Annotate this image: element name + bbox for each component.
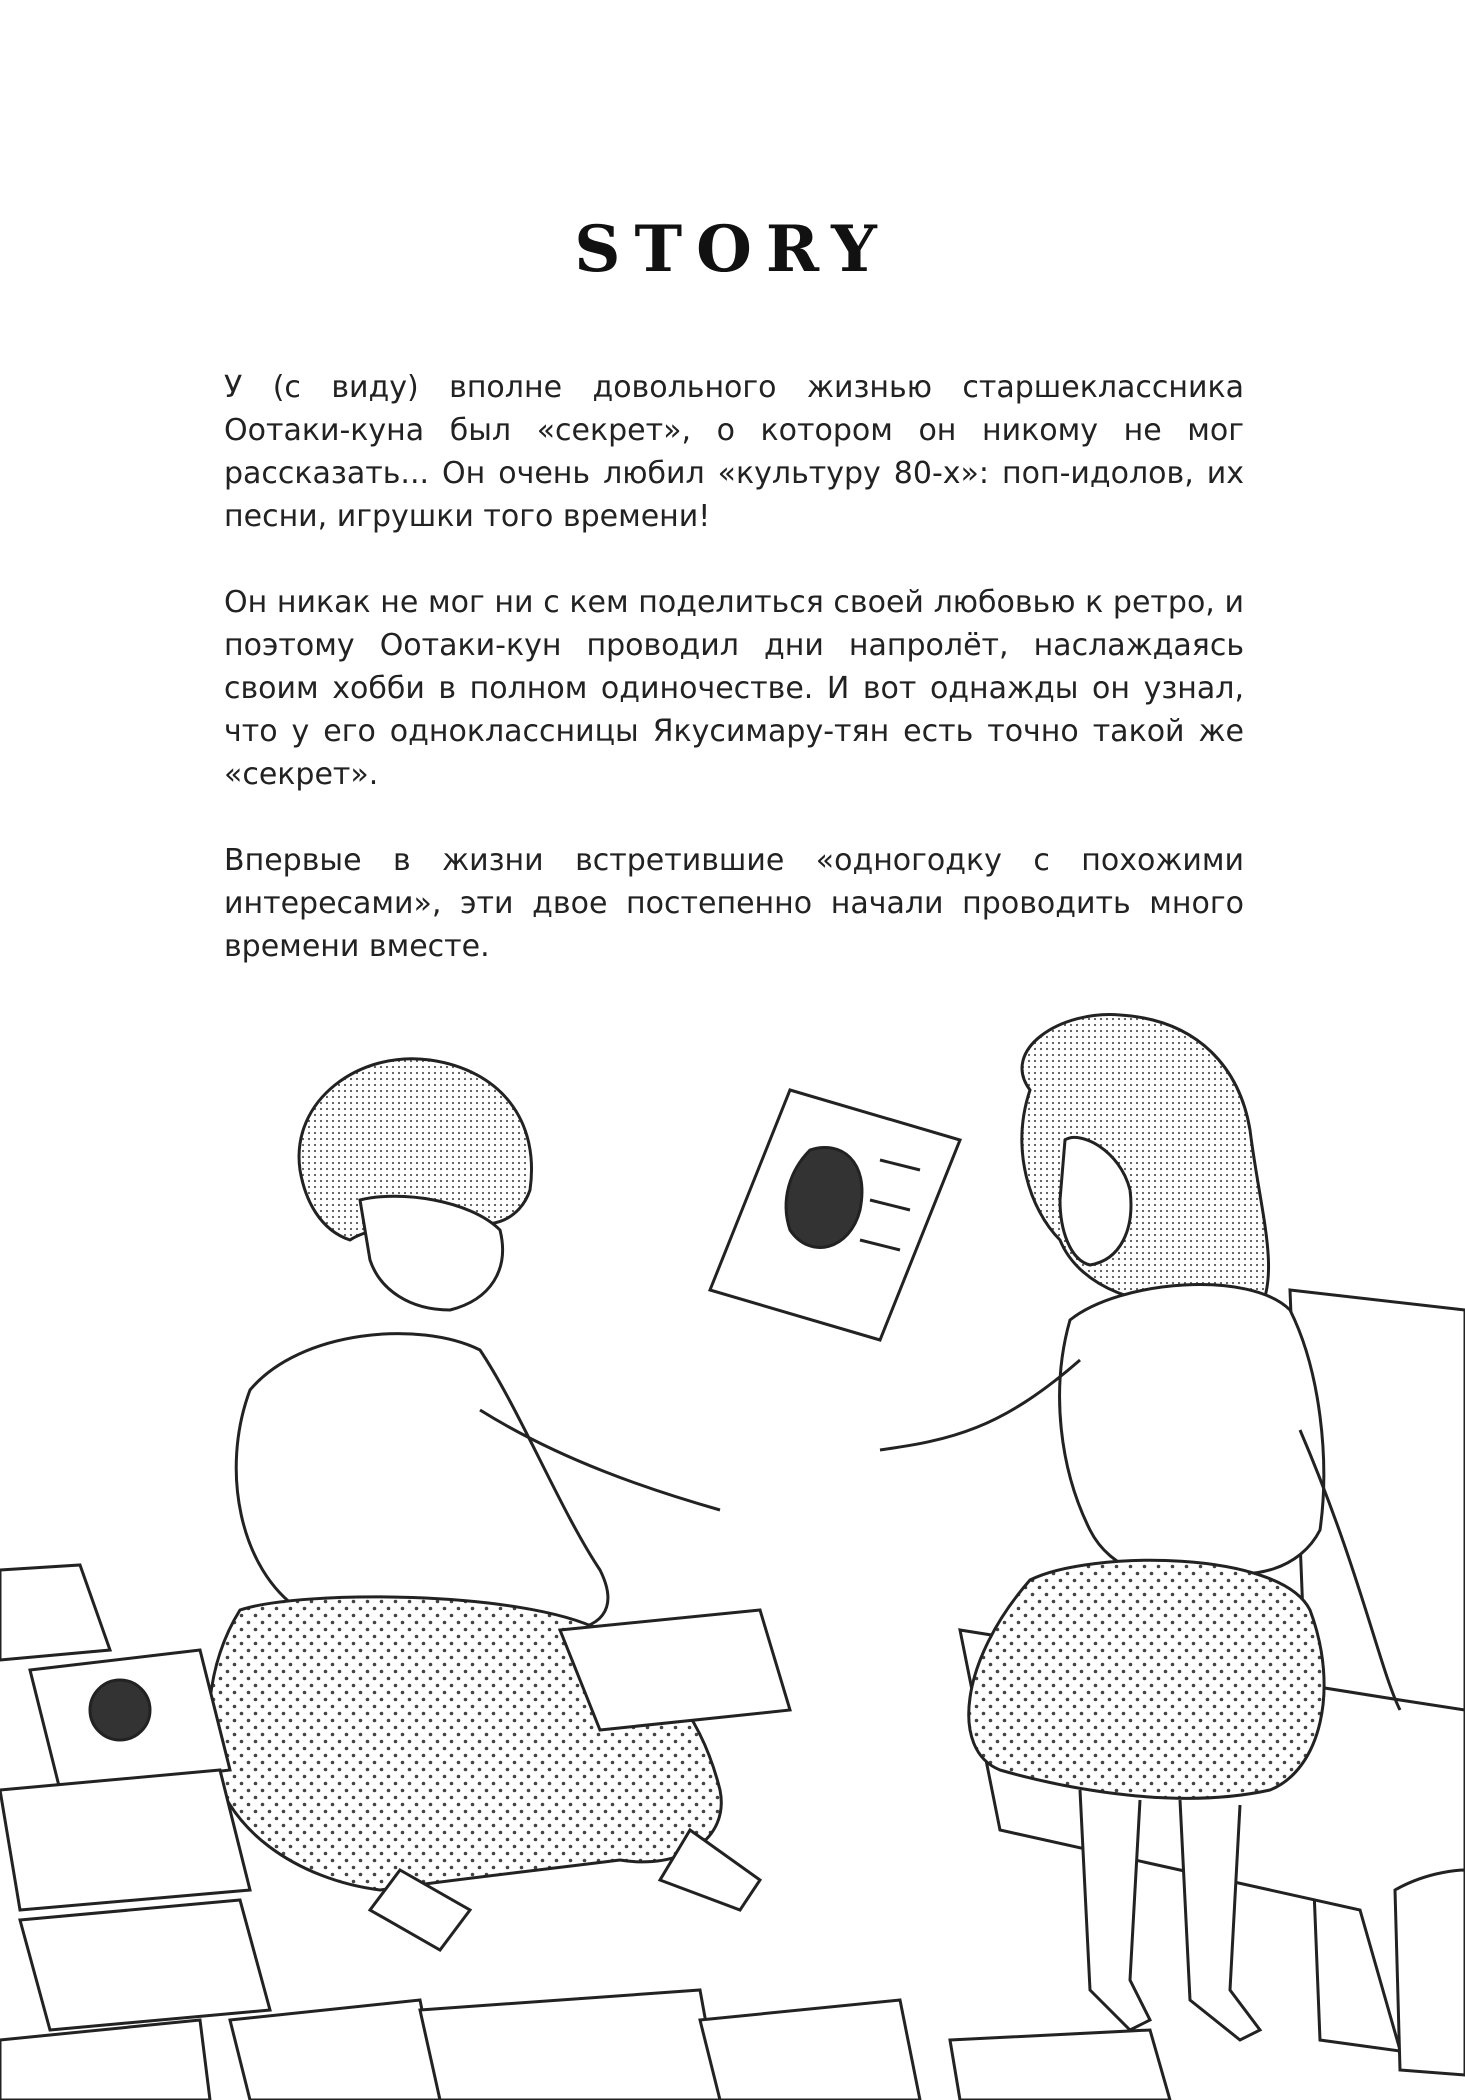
story-paragraph-3: Впервые в жизни встретившие «одногодку с похожими интересами», эти двое постепенно начали проводить много времени вместе. xyxy=(224,843,1244,964)
boy-figure xyxy=(209,1059,790,1950)
manga-illustration xyxy=(0,1010,1465,2100)
page-title: STORY xyxy=(574,212,891,287)
story-text-block xyxy=(224,366,1244,1011)
record-cover-held xyxy=(710,1090,960,1340)
story-paragraph-2: Он никак не мог ни с кем поделиться своей любовью к ретро, и поэтому Оотаки-кун проводил дни напролёт, наслаждаясь своим хобби в полном одиночестве. И вот однажды он узнал, что у его одноклассницы Якусимару-тян есть точно такой же «секрет». xyxy=(224,585,1244,792)
story-paragraph-1: У (с виду) вполне довольного жизнью старшеклассника Оотаки-куна был «секрет», о котором он никому не мог рассказать... Он очень любил «культуру 80-х»: поп-идолов, их песни, игрушки того времени! xyxy=(224,370,1244,534)
